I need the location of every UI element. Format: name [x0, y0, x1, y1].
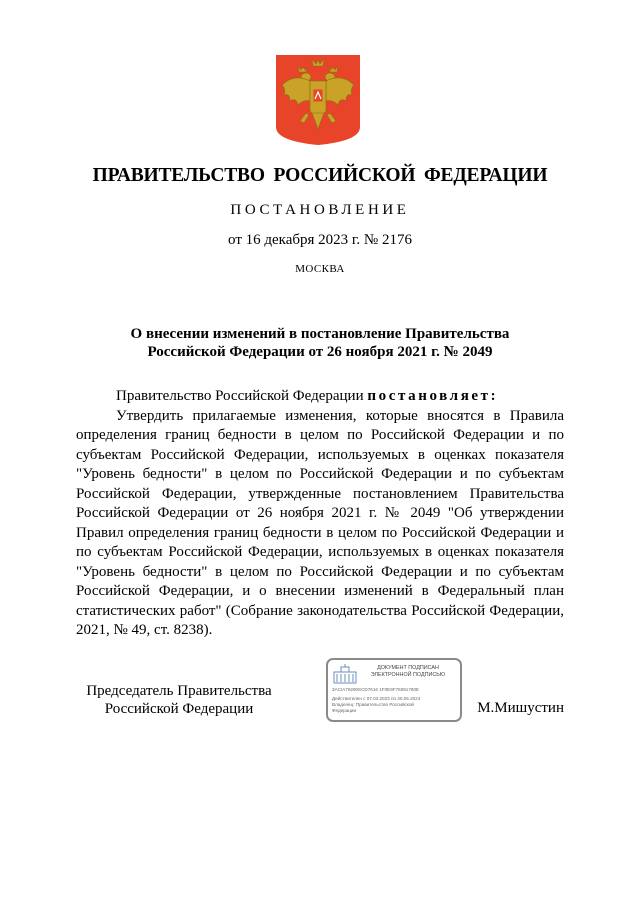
document-date-number: от 16 декабря 2023 г. № 2176 [228, 232, 412, 248]
electronic-signature-stamp [326, 658, 462, 722]
stamp-heading [358, 665, 458, 679]
intro-text: Правительство Российской Федерации [116, 388, 368, 404]
document-subject [0, 325, 640, 361]
signer-name: М.Мишустин [477, 700, 564, 716]
signer-title-line-2: Российской Федерации [104, 701, 254, 717]
stamp-owner-line-2: Федерации [332, 708, 357, 713]
decree-word: постановляет: [367, 388, 499, 404]
signer-title [76, 682, 282, 718]
government-building-icon [333, 664, 357, 684]
stamp-validity: Действителен с 07.03.2023 по 30.05.2024 [332, 696, 421, 701]
stamp-heading-line-1: ДОКУМЕНТ ПОДПИСАН [377, 665, 439, 671]
subject-line-1: О внесении изменений в постановление Правительства [130, 326, 510, 342]
stamp-owner-line-1: Владелец: Правительство Российской [332, 702, 414, 707]
signer-title-line-1: Председатель Правительства [86, 683, 272, 699]
decree-paragraph: Утвердить прилагаемые изменения, которые вносятся в Правила определения границ бедности в целом по Российской Федерации и по субъектам Российской Федерации, используемых в оценках показателя "Уровень бедности" в целом по Российской Федерации и по субъектам Российской Федерации, утвержденные постановлением Правительства Российской Федерации от 26 ноября 2021 г. № 2049 "Об утверждении Правил определения границ бедности в целом по Российской Федерации и по субъектам Российской Федерации, используемых в оценках показателя "Уровень бедности" в целом по Российской Федерации и по субъектам Российской Федерации, и о внесении изменений в Федеральный план статистических работ" (Собрание законодательства Российской Федерации, 2021, № 49, ст. 8238). [76, 407, 564, 638]
document-city: МОСКВА [295, 263, 345, 275]
decree-intro [76, 387, 564, 407]
stamp-heading-line-2: ЭЛЕКТРОННОЙ ПОДПИСЬЮ [370, 672, 446, 678]
document-type: ПОСТАНОВЛЕНИЕ [230, 202, 410, 218]
subject-line-2: Российской Федерации от 26 ноября 2021 г. № 2049 [147, 344, 493, 360]
stamp-certificate-serial: 3ACIA79290SCD7616 1F0E9F76091780E [332, 687, 420, 692]
document-body [76, 387, 564, 641]
government-title: ПРАВИТЕЛЬСТВО РОССИЙСКОЙ ФЕДЕРАЦИИ [92, 165, 548, 186]
state-emblem-icon [276, 55, 360, 145]
